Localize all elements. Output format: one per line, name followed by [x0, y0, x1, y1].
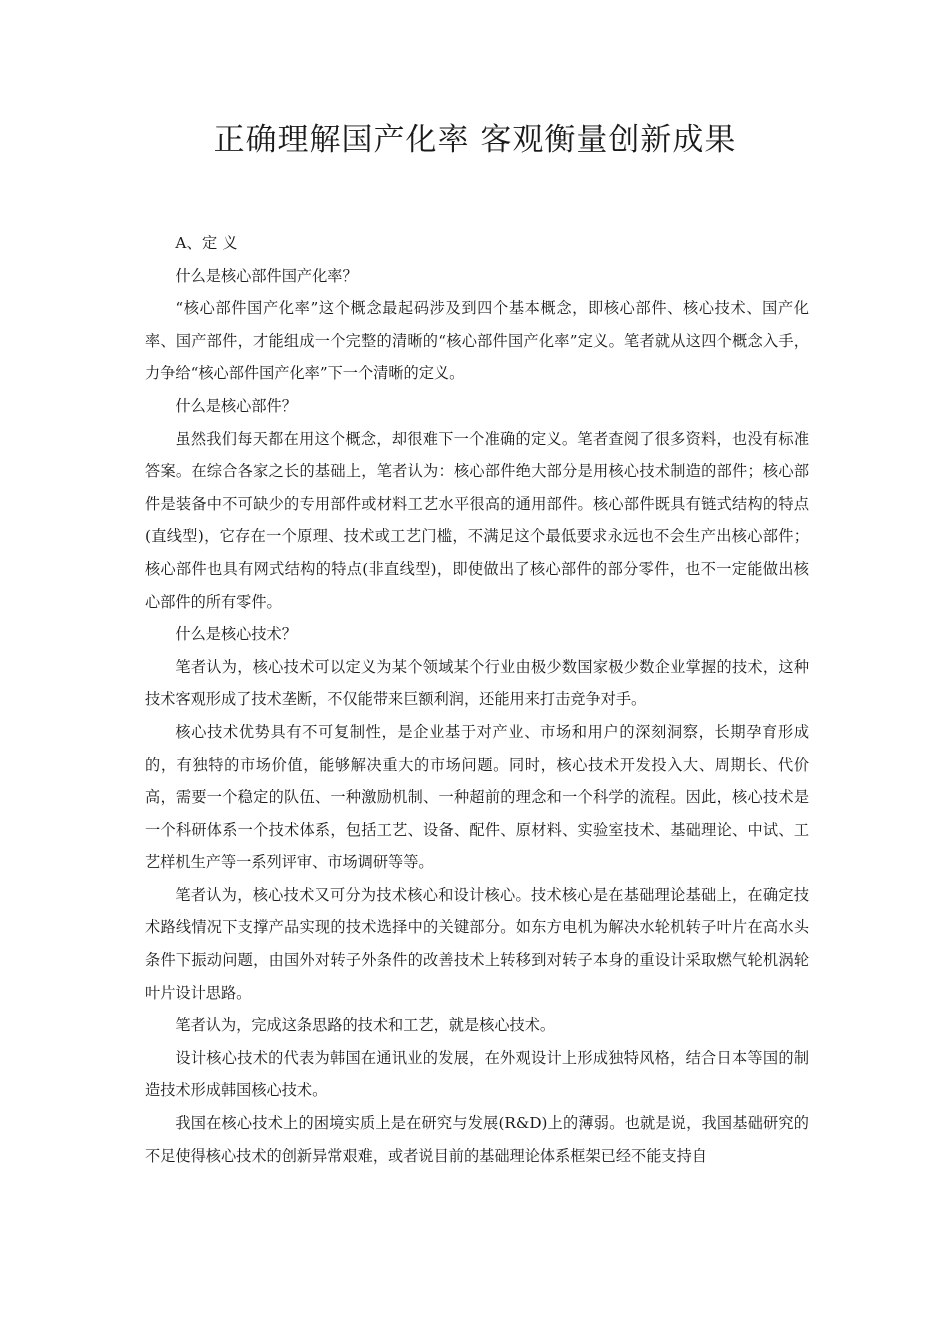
paragraph: 笔者认为，核心技术可以定义为某个领域某个行业由极少数国家极少数企业掌握的技术，这种技术客观形成了技术垄断，不仅能带来巨额利润，还能用来打击竞争对手。	[145, 657, 809, 709]
paragraph: 我国在核心技术上的困境实质上是在研究与发展(R&D)上的薄弱。也就是说，我国基础研究的不足使得核心技术的创新异常艰难，或者说目前的基础理论体系框架已经不能支持自	[145, 1114, 809, 1165]
paragraph: “核心部件国产化率”这个概念最起码涉及到四个基本概念，即核心部件、核心技术、国产化率、国产部件，才能组成一个完整的清晰的“核心部件国产化率”定义。笔者就从这四个概念入手，力争给“核心部件国产化率”下一个清晰的定义。	[145, 299, 809, 383]
document-title: 正确理解国产化率 客观衡量创新成果	[213, 122, 737, 158]
document-body	[145, 227, 809, 1172]
paragraph: 笔者认为，完成这条思路的技术和工艺，就是核心技术。	[175, 1016, 556, 1035]
paragraph: 核心技术优势具有不可复制性，是企业基于对产业、市场和用户的深刻洞察，长期孕育形成的，有独特的市场价值，能够解决重大的市场问题。同时，核心技术开发投入大、周期长、代价高，需要一个稳定的队伍、一种激励机制、一种超前的理念和一个科学的流程。因此，核心技术是一个科研体系一个技术体系，包括工艺、设备、配件、原材料、实验室技术、基础理论、中试、工艺样机生产等一系列评审、市场调研等等。	[145, 722, 809, 872]
question-core-component-localization-rate: 什么是核心部件国产化率？	[175, 266, 358, 285]
question-core-component: 什么是核心部件？	[175, 396, 297, 415]
paragraph: 虽然我们每天都在用这个概念，却很难下一个准确的定义。笔者查阅了很多资料，也没有标准答案。在综合各家之长的基础上，笔者认为：核心部件绝大部分是用核心技术制造的部件；核心部件是装备中不可缺少的专用部件或材料工艺水平很高的通用部件。核心部件既具有链式结构的特点(直线型)，它存在一个原理、技术或工艺门槛，不满足这个最低要求永远也不会生产出核心部件；核心部件也具有网式结构的特点(非直线型)，即使做出了核心部件的部分零件，也不一定能做出核心部件的所有零件。	[145, 429, 809, 611]
question-core-technology: 什么是核心技术？	[175, 625, 297, 644]
paragraph: 设计核心技术的代表为韩国在通讯业的发展，在外观设计上形成独特风格，结合日本等国的制造技术形成韩国核心技术。	[145, 1048, 809, 1100]
paragraph: 笔者认为，核心技术又可分为技术核心和设计核心。技术核心是在基础理论基础上，在确定技术路线情况下支撑产品实现的技术选择中的关键部分。如东方电机为解决水轮机转子叶片在高水头条件下振动问题，由国外对转子外条件的改善技术上转移到对转子本身的重设计采取燃气轮机涡轮叶片设计思路。	[145, 885, 809, 1002]
section-heading-definition: A、定 义	[175, 234, 238, 252]
